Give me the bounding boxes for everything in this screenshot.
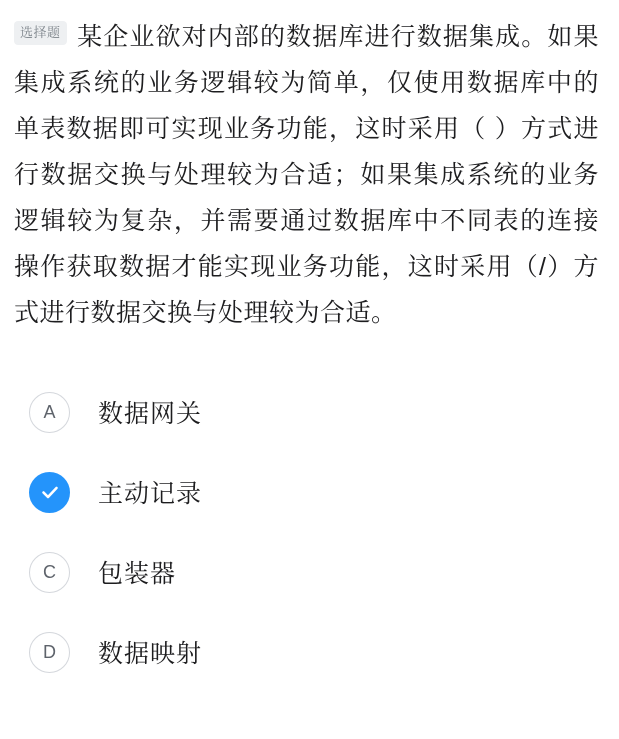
option-a[interactable] [14, 372, 599, 452]
option-c-label[interactable]: 包装器 [98, 560, 177, 588]
option-b[interactable] [14, 452, 599, 532]
check-icon [39, 481, 61, 503]
question-text: 某企业欲对内部的数据库进行数据集成。如果集成系统的业务逻辑较为简单，仅使用数据库中的单表数据即可实现业务功能，这时采用（ ）方式进行数据交换与处理较为合适；如果集成系统的业务逻辑较为复杂，并需要通过数据库中不同表的连接操作获取数据才能实现业务功能，这时采用（/）方式进行数据交换与处理较为合适。 [14, 23, 599, 327]
option-d-label[interactable]: 数据映射 [98, 640, 203, 668]
question-type-badge: 选择题 [14, 21, 67, 45]
option-b-bullet-selected[interactable] [29, 472, 70, 513]
option-c[interactable] [14, 532, 599, 612]
option-b-label[interactable]: 主动记录 [98, 480, 203, 508]
option-d-bullet[interactable]: D [29, 632, 70, 673]
option-d[interactable] [14, 612, 599, 692]
option-a-label[interactable]: 数据网关 [98, 400, 203, 428]
question-body [14, 14, 599, 336]
options-list [14, 372, 599, 692]
option-c-bullet[interactable]: C [29, 552, 70, 593]
option-a-bullet[interactable]: A [29, 392, 70, 433]
